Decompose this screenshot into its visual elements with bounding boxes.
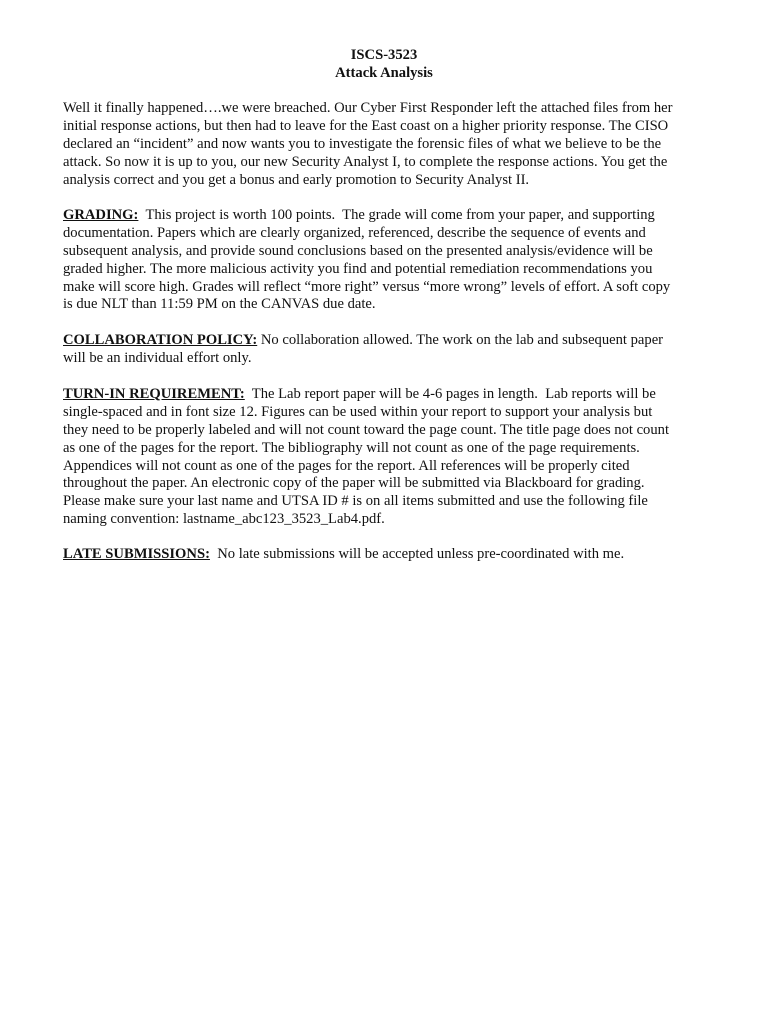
- turn-in-line: throughout the paper. An electronic copy of the paper will be submitted via Blackboard for grading.: [63, 475, 645, 492]
- course-code-heading: ISCS-3523: [350, 47, 418, 63]
- turn-in-first-line: [63, 386, 703, 404]
- late-submissions-paragraph: [63, 546, 703, 564]
- collaboration-line: will be an individual effort only.: [63, 349, 252, 366]
- intro-line: attack. So now it is up to you, our new Security Analyst I, to complete the response actions. You get the: [63, 153, 668, 170]
- grading-line: graded higher. The more malicious activity you find and potential remediation recommendations you: [63, 260, 653, 277]
- grading-first-line: [63, 207, 703, 225]
- grading-line: is due NLT than 11:59 PM on the CANVAS due date.: [63, 296, 376, 313]
- turn-in-first-text: The Lab report paper will be 4-6 pages in length. Lab reports will be: [244, 386, 656, 402]
- turn-in-label: TURN-IN REQUIREMENT:: [63, 386, 245, 402]
- collaboration-first-text: No collaboration allowed. The work on the lab and subsequent paper: [257, 332, 664, 348]
- turn-in-line: single-spaced and in font size 12. Figures can be used within your report to support your analysis but: [63, 403, 653, 420]
- collaboration-paragraph: [63, 332, 703, 368]
- turn-in-line: Appendices will not count as one of the pages for the report. All references will be properly cited: [63, 457, 630, 474]
- intro-line: analysis correct and you get a bonus and early promotion to Security Analyst II.: [63, 171, 530, 188]
- late-first-line: [63, 546, 703, 564]
- intro-line: declared an “incident” and now wants you to investigate the forensic files of what we believe to be the: [63, 135, 662, 152]
- intro-line: initial response actions, but then had to leave for the East coast on a higher priority response. The CISO: [63, 117, 669, 134]
- grading-line: subsequent analysis, and provide sound conclusions based on the presented analysis/evidence will be: [63, 242, 653, 259]
- collaboration-label: COLLABORATION POLICY:: [63, 332, 258, 348]
- grading-label: GRADING:: [63, 207, 139, 223]
- grading-line: documentation. Papers which are clearly organized, referenced, describe the sequence of events and: [63, 224, 646, 241]
- late-first-text: No late submissions will be accepted unless pre-coordinated with me.: [209, 546, 625, 562]
- turn-in-line: as one of the pages for the report. The bibliography will not count as one of the page requirements.: [63, 439, 640, 456]
- intro-line: Well it finally happened….we were breached. Our Cyber First Responder left the attached files from her: [63, 100, 673, 116]
- turn-in-line: they need to be properly labeled and will not count toward the page count. The title page does not count: [63, 421, 670, 438]
- grading-paragraph: [63, 207, 703, 314]
- assignment-title-heading: Attack Analysis: [335, 65, 433, 81]
- intro-paragraph: [63, 100, 703, 189]
- grading-line: make will score high. Grades will reflect “more right” versus “more wrong” levels of effort. A soft copy: [63, 278, 671, 295]
- turn-in-paragraph: [63, 386, 703, 529]
- collaboration-first-line: [63, 332, 703, 350]
- late-label: LATE SUBMISSIONS:: [63, 546, 210, 562]
- grading-first-text: This project is worth 100 points. The grade will come from your paper, and supporting: [138, 207, 655, 223]
- turn-in-line: Please make sure your last name and UTSA ID # is on all items submitted and use the following file: [63, 493, 648, 510]
- turn-in-line: naming convention: lastname_abc123_3523_Lab4.pdf.: [63, 511, 385, 528]
